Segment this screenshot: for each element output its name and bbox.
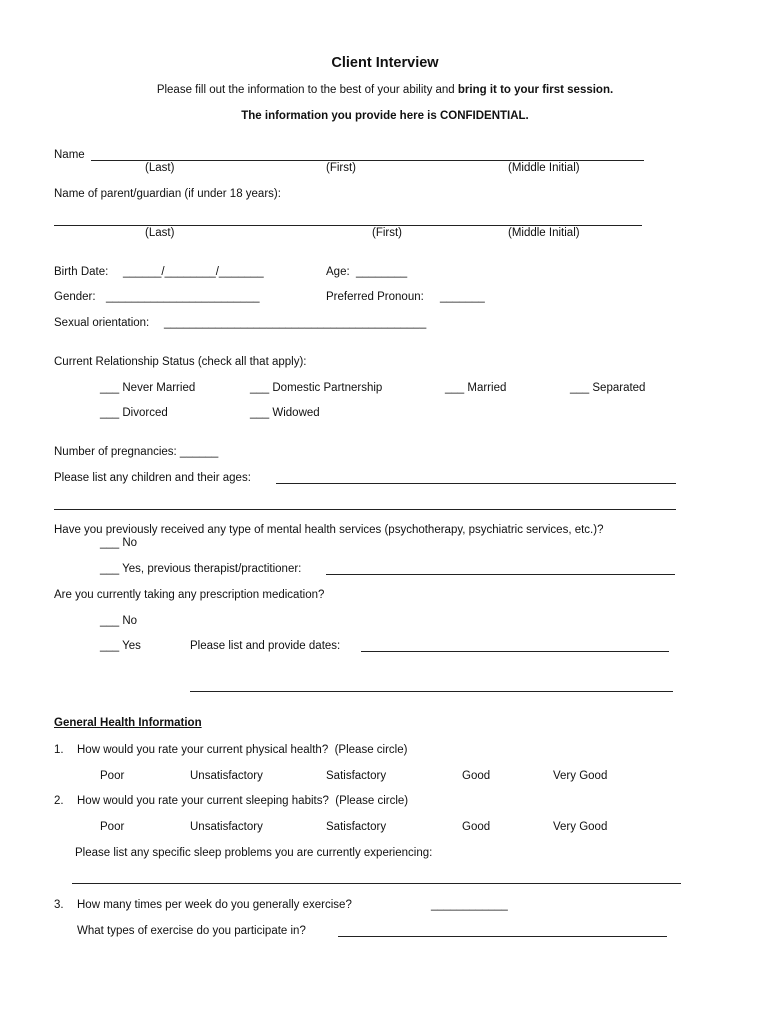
page-title: Client Interview [331,55,439,71]
previous-therapist-field[interactable] [326,574,675,575]
q2-option-very-good[interactable]: Very Good [553,821,608,833]
rel-married[interactable]: ___ Married [445,382,507,394]
rel-widowed[interactable]: ___ Widowed [250,407,320,419]
sleep-problems-label: Please list any specific sleep problems you are currently experiencing: [75,847,433,859]
prescription-list-field[interactable] [361,651,669,652]
gender-label: Gender: [54,291,96,303]
prescription-yes[interactable]: ___ Yes [100,640,141,652]
q1-number: 1. [54,744,64,756]
q3-number: 3. [54,899,64,911]
exercise-types-field[interactable] [338,936,667,937]
q2-option-poor[interactable]: Poor [100,821,125,833]
children-field-line-2[interactable] [54,509,676,510]
sleep-problems-field[interactable] [72,883,681,884]
q2-option-satisfactory[interactable]: Satisfactory [326,821,387,833]
children-field[interactable] [276,483,676,484]
intro-text [0,83,770,97]
q3-text: How many times per week do you generally exercise? [77,899,352,911]
mental-health-question: Have you previously received any type of mental health services (psychotherapy, psychiatric services, etc.)? [54,524,604,536]
parent-last-caption: (Last) [145,227,175,239]
parent-middle-caption: (Middle Initial) [508,227,580,239]
parent-first-caption: (First) [372,227,403,239]
age-field[interactable]: ________ [356,266,408,278]
intro-normal: Please fill out the information to the best of your ability and [156,84,458,96]
gender-field[interactable]: ________________________ [106,291,260,303]
birth-date-field[interactable]: ______/________/_______ [123,266,264,278]
rel-never-married[interactable]: ___ Never Married [100,382,196,394]
orientation-field[interactable]: _________________________________________ [164,317,427,329]
q1-option-good[interactable]: Good [462,770,491,782]
children-label: Please list any children and their ages: [54,472,251,484]
parent-label: Name of parent/guardian (if under 18 years): [54,188,281,200]
prescription-no[interactable]: ___ No [100,615,138,627]
name-middle-caption: (Middle Initial) [508,162,580,174]
pronoun-label: Preferred Pronoun: [326,291,424,303]
name-label: Name [54,149,85,161]
confidential-notice: The information you provide here is CONFIDENTIAL. [241,110,529,122]
q2-number: 2. [54,795,64,807]
health-section-heading: General Health Information [54,717,202,729]
pronoun-field[interactable]: _______ [440,291,485,303]
q1-option-very-good[interactable]: Very Good [553,770,608,782]
prescription-list-field-line-2[interactable] [190,691,673,692]
mental-health-yes[interactable]: ___ Yes, previous therapist/practitioner: [100,563,302,575]
name-first-caption: (First) [326,162,357,174]
birth-date-label: Birth Date: [54,266,109,278]
prescription-question: Are you currently taking any prescription medication? [54,589,325,601]
prescription-list-label: Please list and provide dates: [190,640,341,652]
pregnancies-field[interactable]: Number of pregnancies: ______ [54,446,219,458]
intro-bold: bring it to your first session. [457,84,614,96]
relationship-label: Current Relationship Status (check all that apply): [54,356,307,368]
mental-health-no[interactable]: ___ No [100,537,138,549]
q1-text: How would you rate your current physical health? (Please circle) [77,744,408,756]
q2-option-good[interactable]: Good [462,821,491,833]
q1-option-poor[interactable]: Poor [100,770,125,782]
orientation-label: Sexual orientation: [54,317,150,329]
rel-divorced[interactable]: ___ Divorced [100,407,168,419]
exercise-types-label: What types of exercise do you participate in? [77,925,306,937]
q2-text: How would you rate your current sleeping habits? (Please circle) [77,795,409,807]
q1-option-satisfactory[interactable]: Satisfactory [326,770,387,782]
rel-domestic-partnership[interactable]: ___ Domestic Partnership [250,382,383,394]
q2-option-unsatisfactory[interactable]: Unsatisfactory [190,821,263,833]
age-label: Age: [326,266,350,278]
rel-separated[interactable]: ___ Separated [570,382,646,394]
name-last-caption: (Last) [145,162,175,174]
q1-option-unsatisfactory[interactable]: Unsatisfactory [190,770,263,782]
exercise-frequency-field[interactable]: ____________ [431,899,508,911]
